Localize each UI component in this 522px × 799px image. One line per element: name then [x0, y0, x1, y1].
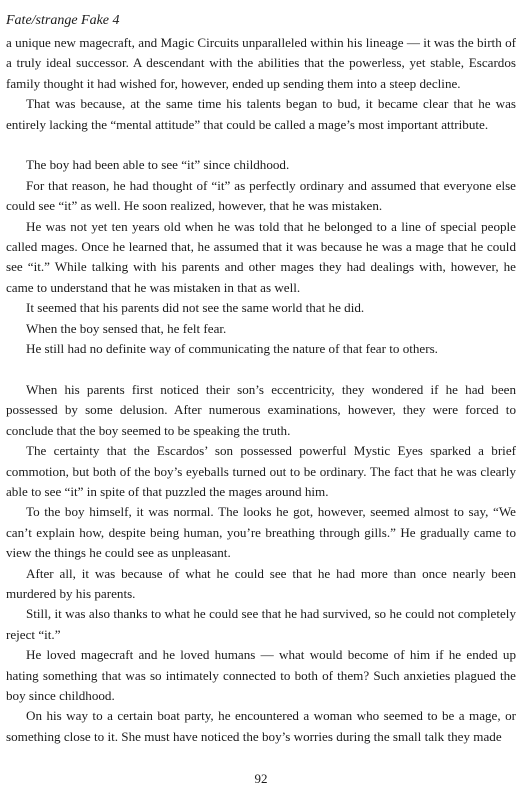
paragraph: After all, it was because of what he could see that he had more than once nearly been murdered by his parents.: [6, 565, 516, 601]
paragraph: a unique new magecraft, and Magic Circuits unparalleled within his lineage — it was the birth of a truly ideal successor. A descendant with the abilities that the powerless, yet stable, Escardos family thought it had wished for, however, ended up sending them into a steep decline.: [6, 35, 516, 91]
paragraph: He still had no definite way of communicating the nature of that fear to others.: [26, 341, 438, 357]
paragraph: It seemed that his parents did not see the same world that he did.: [26, 300, 365, 316]
running-header: Fate/strange Fake 4: [6, 13, 120, 28]
paragraph: He was not yet ten years old when he was told that he belonged to a line of special people called mages. Once he learned that, he assumed that it was because he was a mage that he could see “it.” While talking with his parents and other mages they had dealings with, however, he came to understand that he was mistaken in that as well.: [6, 218, 516, 295]
paragraph: The certainty that the Escardos’ son possessed powerful Mystic Eyes sparked a brief commotion, but both of the boy’s eyeballs turned out to be ordinary. The fact that he was clearly able to see “it” in spite of that puzzled the mages around him.: [6, 443, 516, 499]
paragraph: To the boy himself, it was normal. The looks he got, however, seemed almost to say, “We can’t explain how, despite being human, you’re breathing through gills.” He gradually came to view the things he could see as unpleasant.: [6, 504, 516, 561]
paragraph: He loved magecraft and he loved humans — what would become of him if he ended up hating something that was so intimately connected to both of them? Such anxieties plagued the boy since childhood.: [6, 647, 516, 703]
body-text: [6, 33, 516, 747]
paragraph: Still, it was also thanks to what he could see that he had survived, so he could not completely reject “it.”: [6, 606, 516, 642]
paragraph: On his way to a certain boat party, he encountered a woman who seemed to be a mage, or something close to it. She must have noticed the boy’s worries during the small talk they made: [6, 708, 516, 744]
paragraph: When the boy sensed that, he felt fear.: [26, 320, 227, 336]
page-number: 92: [254, 771, 268, 786]
paragraph: When his parents first noticed their son’s eccentricity, they wondered if he had been possessed by some delusion. After numerous examinations, however, they were forced to conclude that the boy seemed to be speaking the truth.: [6, 381, 516, 438]
paragraph: The boy had been able to see “it” since childhood.: [26, 157, 290, 173]
paragraph: For that reason, he had thought of “it” as perfectly ordinary and assumed that everyone else could see “it” as well. He soon realized, however, that he was mistaken.: [6, 177, 516, 214]
paragraph: That was because, at the same time his talents began to bud, it became clear that he was entirely lacking the “mental attitude” that could be called a mage’s most important attribute.: [6, 96, 516, 132]
